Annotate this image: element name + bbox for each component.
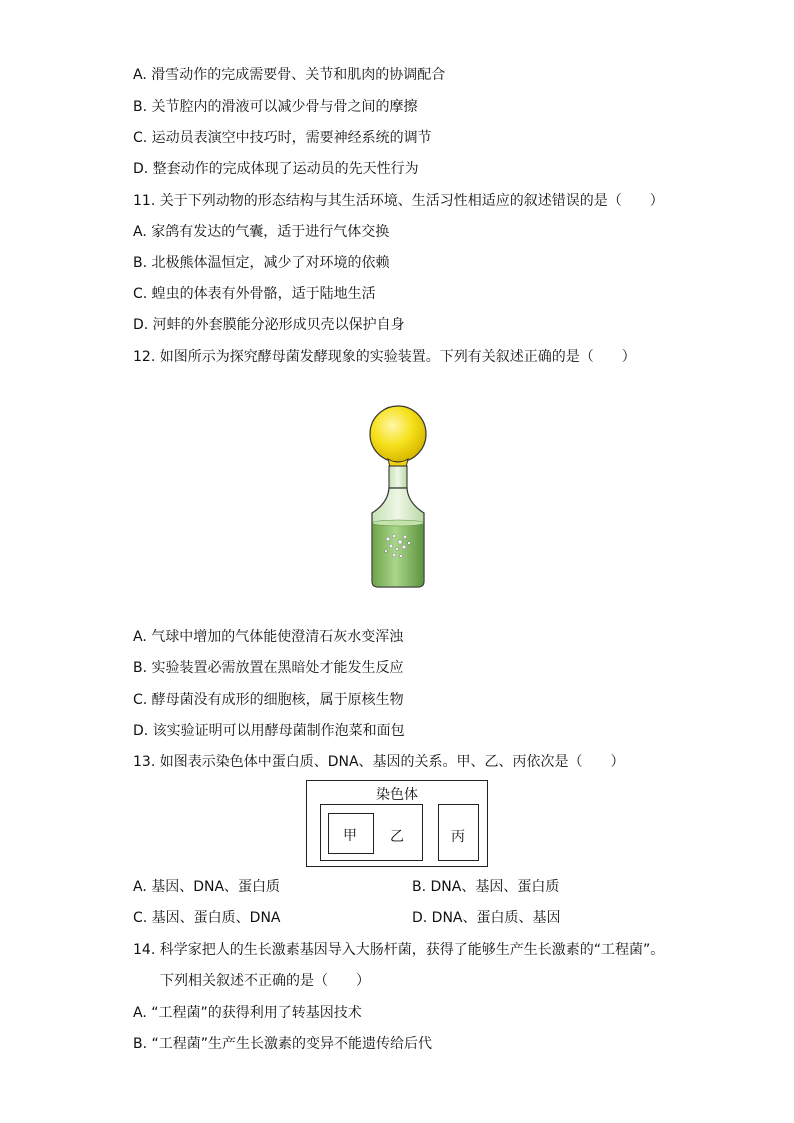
q10-option-c: C. 运动员表演空中技巧时，需要神经系统的调节	[133, 130, 432, 146]
q10-option-d: D. 整套动作的完成体现了运动员的先天性行为	[133, 161, 419, 177]
q13-option-d: D. DNA、蛋白质、基因	[412, 910, 561, 926]
jia-label: 甲	[343, 828, 357, 844]
q12-option-b: B. 实验装置必需放置在黑暗处才能发生反应	[133, 660, 404, 676]
q11-option-b: B. 北极熊体温恒定，减少了对环境的依赖	[133, 255, 390, 271]
q11-option-c: C. 蝗虫的体表有外骨骼，适于陆地生活	[133, 286, 376, 302]
q10-option-a: A. 滑雪动作的完成需要骨、关节和肌肉的协调配合	[133, 67, 446, 83]
q13-option-b: B. DNA、基因、蛋白质	[412, 879, 560, 895]
q11-option-a: A. 家鸽有发达的气囊，适于进行气体交换	[133, 224, 390, 240]
q13-stem: 13. 如图表示染色体中蛋白质、DNA、基因的关系。甲、乙、丙依次是（ ）	[133, 754, 625, 770]
q14-stem: 14. 科学家把人的生长激素基因导入大肠杆菌，获得了能够生产生长激素的“工程菌”。	[133, 942, 665, 958]
bing-label: 丙	[451, 829, 465, 845]
chromosome-label: 染色体	[376, 787, 418, 803]
chromosome-relationship-diagram	[306, 780, 488, 867]
q12-stem: 12. 如图所示为探究酵母菌发酵现象的实验装置。下列有关叙述正确的是（ ）	[133, 349, 636, 365]
q13-option-a: A. 基因、DNA、蛋白质	[133, 879, 281, 895]
q12-option-d: D. 该实验证明可以用酵母菌制作泡菜和面包	[133, 723, 405, 739]
bottle	[372, 466, 424, 587]
yeast-fermentation-apparatus-figure	[358, 405, 438, 590]
q14-option-b: B. “工程菌”生产生长激素的变异不能遗传给后代	[133, 1036, 433, 1052]
q13-option-c: C. 基因、蛋白质、DNA	[133, 910, 281, 926]
q14-option-a: A. “工程菌”的获得利用了转基因技术	[133, 1005, 362, 1021]
q11-stem: 11. 关于下列动物的形态结构与其生活环境、生活习性相适应的叙述错误的是（ ）	[133, 193, 664, 209]
q11-option-d: D. 河蚌的外套膜能分泌形成贝壳以保护自身	[133, 317, 405, 333]
q10-option-b: B. 关节腔内的滑液可以减少骨与骨之间的摩擦	[133, 99, 418, 115]
balloon	[370, 406, 426, 467]
q12-option-a: A. 气球中增加的气体能使澄清石灰水变浑浊	[133, 629, 404, 645]
q14-stem-continued: 下列相关叙述不正确的是（ ）	[160, 973, 370, 989]
q12-option-c: C. 酵母菌没有成形的细胞核，属于原核生物	[133, 692, 404, 708]
yi-label: 乙	[390, 829, 404, 845]
